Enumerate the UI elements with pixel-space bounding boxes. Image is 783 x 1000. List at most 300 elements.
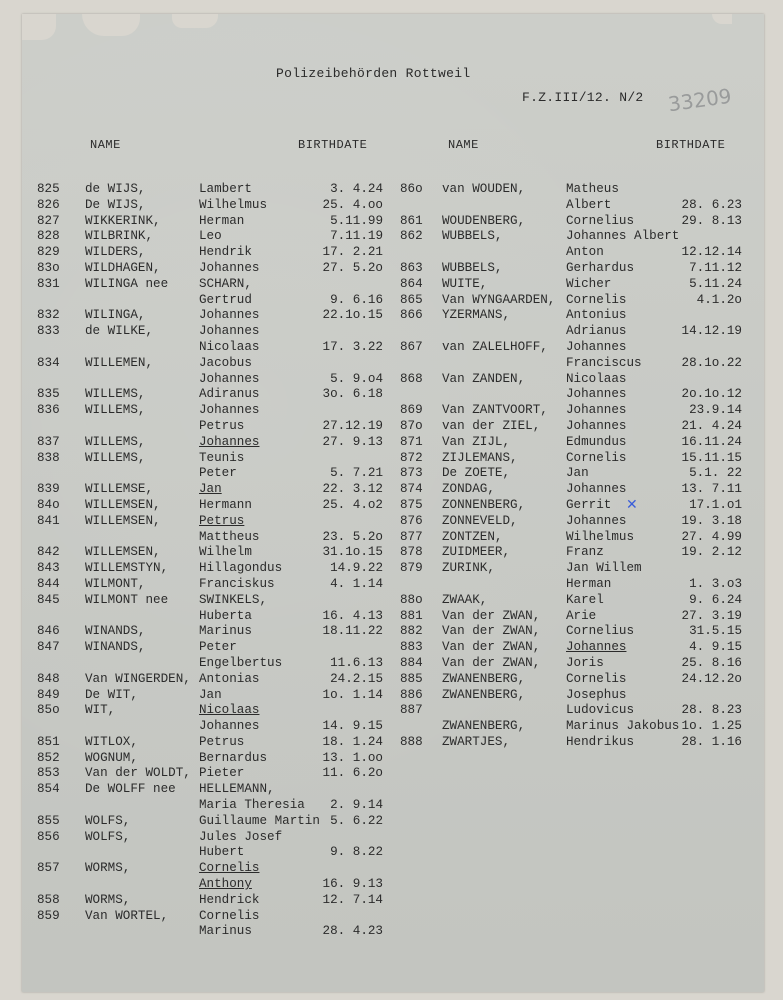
birthdate: 21. 4.24 (681, 418, 742, 433)
birthdate: 31.5.15 (689, 624, 742, 639)
surname: Van WYNGAARDEN, (442, 292, 556, 307)
register-entry (400, 435, 750, 451)
register-entry (400, 182, 750, 198)
register-entry (400, 198, 750, 214)
birthdate: 17. 3.22 (322, 339, 383, 354)
register-entry (37, 245, 397, 261)
surname: Van WINGERDEN, (85, 671, 191, 686)
entry-number: 829 (37, 245, 60, 260)
register-entry (37, 466, 397, 482)
entry-number: 852 (37, 750, 60, 765)
birthdate: 27. 9.13 (322, 434, 383, 449)
given-names: Marinus (199, 924, 252, 939)
birthdate: 3o. 6.18 (322, 387, 383, 402)
entry-number: 838 (37, 450, 60, 465)
entry-number: 839 (37, 482, 60, 497)
register-entry (400, 735, 750, 751)
torn-edge (82, 14, 140, 36)
surname: WILLEMS, (85, 387, 146, 402)
surname: Van ZANTVOORT, (442, 403, 548, 418)
entry-number: 863 (400, 260, 423, 275)
register-entry (37, 893, 397, 909)
entry-number: 873 (400, 466, 423, 481)
given-names: Johannes (566, 640, 627, 655)
birthdate: 16.11.24 (681, 434, 742, 449)
register-entry (37, 830, 397, 846)
birthdate: 22.1o.15 (322, 308, 383, 323)
surname: ZIJLEMANS, (442, 450, 518, 465)
given-names: Wilhelmus (199, 197, 268, 212)
birthdate: 2o.1o.12 (681, 387, 742, 402)
register-entry (400, 640, 750, 656)
surname: De WIT, (85, 687, 138, 702)
birthdate: 5. 6.22 (330, 813, 383, 828)
given-names: SWINKELS, (199, 592, 268, 607)
entry-number: 87o (400, 418, 423, 433)
birthdate: 27.12.19 (322, 418, 383, 433)
entry-number: 847 (37, 640, 60, 655)
given-names: Gertrud (199, 292, 252, 307)
given-names: Johannes (566, 387, 627, 402)
entry-number: 834 (37, 355, 60, 370)
register-entry (37, 609, 397, 625)
surname: de WIJS, (85, 182, 146, 196)
given-names: Engelbertus (199, 655, 283, 670)
entry-number: 826 (37, 197, 60, 212)
register-entry (37, 766, 397, 782)
given-names: Antonius (566, 308, 627, 323)
register-entry (37, 782, 397, 798)
birthdate: 14.9.22 (330, 561, 383, 576)
register-entry (37, 356, 397, 372)
surname: WILMONT, (85, 576, 146, 591)
entry-number: 887 (400, 703, 423, 718)
given-names: Franciscus (566, 355, 642, 370)
register-entry (37, 277, 397, 293)
birthdate: 17.1.o1 (689, 497, 742, 512)
entry-number: 882 (400, 624, 423, 639)
entry-number: 858 (37, 892, 60, 907)
entry-number: 848 (37, 671, 60, 686)
entry-number: 878 (400, 545, 423, 560)
surname: WILLEMS, (85, 450, 146, 465)
entry-number: 86o (400, 182, 423, 196)
birthdate: 4. 1.14 (330, 576, 383, 591)
surname: Van der WOLDT, (85, 766, 191, 781)
given-names: Marinus Jakobus (566, 719, 680, 734)
surname: De ZOETE, (442, 466, 511, 481)
surname: De WIJS, (85, 197, 146, 212)
given-names: Cornelis (566, 671, 627, 686)
register-entry (400, 466, 750, 482)
surname: WILLEMSEN, (85, 545, 161, 560)
given-names: Karel (566, 592, 604, 607)
given-names: Franz (566, 545, 604, 560)
given-names: Mattheus (199, 529, 260, 544)
entry-number: 888 (400, 734, 423, 749)
birthdate: 19. 2.12 (681, 545, 742, 560)
register-entry (400, 561, 750, 577)
register-entry (37, 751, 397, 767)
surname: van WOUDEN, (442, 182, 526, 196)
surname: WILLEMSE, (85, 482, 154, 497)
register-entry (400, 656, 750, 672)
surname: YZERMANS, (442, 308, 511, 323)
given-names: Jacobus (199, 355, 252, 370)
register-entry (37, 482, 397, 498)
birthdate: 1. 3.o3 (689, 576, 742, 591)
register-entry (400, 214, 750, 230)
given-names: Johannes (199, 308, 260, 323)
birthdate: 1o. 1.14 (322, 687, 383, 702)
surname: ZONNENBERG, (442, 497, 526, 512)
register-entry (400, 340, 750, 356)
check-mark-icon: ✕ (626, 496, 638, 513)
given-names: Cornelis (199, 861, 260, 876)
surname: Van der ZWAN, (442, 608, 541, 623)
register-entry (37, 198, 397, 214)
register-list-right (400, 182, 750, 751)
entry-number: 866 (400, 308, 423, 323)
document-reference: F.Z.III/12. N/2 (522, 90, 644, 105)
entry-number: 857 (37, 861, 60, 876)
birthdate: 11.6.13 (330, 655, 383, 670)
register-entry (37, 403, 397, 419)
given-names: Anton (566, 245, 604, 260)
given-names: Anthony (199, 877, 252, 892)
register-entry (37, 672, 397, 688)
register-entry (37, 688, 397, 704)
register-entry (37, 561, 397, 577)
birthdate: 23.9.14 (689, 403, 742, 418)
surname: De WOLFF nee (85, 782, 176, 797)
surname: ZONDAG, (442, 482, 495, 497)
given-names: Nicolaas (566, 371, 627, 386)
birthdate: 2. 9.14 (330, 798, 383, 813)
register-entry (37, 324, 397, 340)
birthdate-column-header: BIRTHDATE (298, 138, 368, 152)
given-names: Nicolaas (199, 703, 260, 718)
entry-number: 884 (400, 655, 423, 670)
given-names: Cornelis (566, 450, 627, 465)
given-names: Teunis (199, 450, 245, 465)
surname: WUBBELS, (442, 260, 503, 275)
surname: Van der ZWAN, (442, 655, 541, 670)
register-entry (37, 372, 397, 388)
birthdate: 25. 4.o2 (322, 497, 383, 512)
entry-number: 843 (37, 561, 60, 576)
surname: WILINGA, (85, 308, 146, 323)
birthdate: 5. 9.o4 (330, 371, 383, 386)
register-entry (400, 530, 750, 546)
entry-number: 88o (400, 592, 423, 607)
register-entry (37, 419, 397, 435)
birthdate: 5.1. 22 (689, 466, 742, 481)
surname: Van der ZWAN, (442, 640, 541, 655)
register-entry (400, 482, 750, 498)
given-names: Lambert (199, 182, 252, 196)
given-names: Jules Josef (199, 829, 283, 844)
given-names: Huberta (199, 608, 252, 623)
surname: WOUDENBERG, (442, 213, 526, 228)
birthdate: 28.1o.22 (681, 355, 742, 370)
entry-number: 862 (400, 229, 423, 244)
entry-number: 832 (37, 308, 60, 323)
surname: ZWANENBERG, (442, 687, 526, 702)
register-entry (400, 261, 750, 277)
name-column-header-right: NAME (448, 138, 479, 152)
birthdate: 24.12.2o (681, 671, 742, 686)
entry-number: 883 (400, 640, 423, 655)
register-entry (37, 435, 397, 451)
register-entry (37, 293, 397, 309)
birthdate: 25. 4.oo (322, 197, 383, 212)
given-names: Jan (199, 482, 222, 497)
birthdate: 28. 6.23 (681, 197, 742, 212)
entry-number: 83o (37, 260, 60, 275)
register-entry (37, 229, 397, 245)
register-list-left (37, 182, 397, 940)
birthdate: 31.1o.15 (322, 545, 383, 560)
register-entry (400, 324, 750, 340)
birthdate: 19. 3.18 (681, 513, 742, 528)
entry-number: 833 (37, 324, 60, 339)
given-names: Arie (566, 608, 597, 623)
birthdate: 7.11.12 (689, 260, 742, 275)
birthdate: 25. 8.16 (681, 655, 742, 670)
entry-number: 85o (37, 703, 60, 718)
given-names: Adrianus (566, 324, 627, 339)
register-entry (37, 308, 397, 324)
surname: ZWANENBERG, (442, 671, 526, 686)
given-names: SCHARN, (199, 276, 252, 291)
entry-number: 875 (400, 497, 423, 512)
entry-number: 825 (37, 182, 60, 196)
entry-number: 855 (37, 813, 60, 828)
given-names: Herman (199, 213, 245, 228)
surname: Van ZIJL, (442, 434, 511, 449)
register-entry (37, 514, 397, 530)
register-entry (400, 372, 750, 388)
surname: WILLEMS, (85, 403, 146, 418)
register-entry (37, 798, 397, 814)
surname: WILBRINK, (85, 229, 154, 244)
birthdate-column-header-right: BIRTHDATE (656, 138, 726, 152)
surname: WOLFS, (85, 813, 131, 828)
surname: WITLOX, (85, 734, 138, 749)
register-entry (37, 387, 397, 403)
given-names: Marinus (199, 624, 252, 639)
register-entry (400, 624, 750, 640)
surname: ZONNEVELD, (442, 513, 518, 528)
given-names: Bernardus (199, 750, 268, 765)
given-names: Johannes (199, 719, 260, 734)
entry-number: 851 (37, 734, 60, 749)
birthdate: 29. 8.13 (681, 213, 742, 228)
surname: de WILKE, (85, 324, 154, 339)
entry-number: 865 (400, 292, 423, 307)
register-entry (37, 498, 397, 514)
given-names: Wilhelm (199, 545, 252, 560)
register-entry (37, 861, 397, 877)
birthdate: 5. 7.21 (330, 466, 383, 481)
birthdate: 27. 3.19 (681, 608, 742, 623)
entry-number: 827 (37, 213, 60, 228)
surname: ZWARTJES, (442, 734, 511, 749)
register-entry (37, 624, 397, 640)
entry-number: 837 (37, 434, 60, 449)
surname: ZWANENBERG, (442, 719, 526, 734)
register-entry (37, 340, 397, 356)
surname: WILINGA nee (85, 276, 169, 291)
birthdate: 5.11.24 (689, 276, 742, 291)
pencil-note: 33209 (666, 83, 733, 117)
entry-number: 868 (400, 371, 423, 386)
birthdate: 16. 4.13 (322, 608, 383, 623)
register-entry (400, 451, 750, 467)
given-names: Antonias (199, 671, 260, 686)
register-entry (400, 577, 750, 593)
register-entry (37, 814, 397, 830)
entry-number: 842 (37, 545, 60, 560)
given-names: Gerrit (566, 497, 612, 512)
birthdate: 17. 2.21 (322, 245, 383, 260)
entry-number: 877 (400, 529, 423, 544)
register-entry (400, 719, 750, 735)
entry-number: 841 (37, 513, 60, 528)
given-names: Johannes (566, 513, 627, 528)
register-entry (37, 656, 397, 672)
surname: WILLEMSEN, (85, 497, 161, 512)
given-names: Guillaume Martin (199, 813, 320, 828)
given-names: Pieter (199, 766, 245, 781)
entry-number: 853 (37, 766, 60, 781)
register-entry (37, 577, 397, 593)
birthdate: 9. 6.24 (689, 592, 742, 607)
register-entry (37, 703, 397, 719)
register-entry (400, 593, 750, 609)
surname: WUBBELS, (442, 229, 503, 244)
surname: ZUIDMEER, (442, 545, 511, 560)
given-names: Wicher (566, 276, 612, 291)
document-authority: Polizeibehörden Rottweil (276, 66, 471, 81)
given-names: Cornelis (566, 292, 627, 307)
given-names: Johannes (566, 418, 627, 433)
given-names: Hendrik (199, 245, 252, 260)
entry-number: 871 (400, 434, 423, 449)
torn-edge (172, 14, 218, 28)
given-names: Jan Willem (566, 561, 642, 576)
birthdate: 18. 1.24 (322, 734, 383, 749)
surname: ZURINK, (442, 561, 495, 576)
surname: WORMS, (85, 861, 131, 876)
register-entry (400, 609, 750, 625)
given-names: Petrus (199, 513, 245, 528)
surname: van ZALELHOFF, (442, 339, 548, 354)
given-names: Maria Theresia (199, 798, 305, 813)
surname: WILDERS, (85, 245, 146, 260)
birthdate: 16. 9.13 (322, 877, 383, 892)
birthdate: 11. 6.2o (322, 766, 383, 781)
given-names: Gerhardus (566, 260, 635, 275)
surname: WORMS, (85, 892, 131, 907)
birthdate: 28. 8.23 (681, 703, 742, 718)
register-entry (400, 245, 750, 261)
register-entry (37, 735, 397, 751)
register-entry (400, 672, 750, 688)
register-entry (37, 214, 397, 230)
given-names: Franciskus (199, 576, 275, 591)
surname: WILMONT nee (85, 592, 169, 607)
entry-number: 869 (400, 403, 423, 418)
given-names: Hendrikus (566, 734, 635, 749)
name-column-header: NAME (90, 138, 121, 152)
given-names: Herman (566, 576, 612, 591)
birthdate: 28. 1.16 (681, 734, 742, 749)
surname: WINANDS, (85, 624, 146, 639)
entry-number: 831 (37, 276, 60, 291)
given-names: Leo (199, 229, 222, 244)
surname: Van der ZWAN, (442, 624, 541, 639)
surname: WUITE, (442, 276, 488, 291)
entry-number: 854 (37, 782, 60, 797)
register-entry (37, 545, 397, 561)
birthdate: 3. 4.24 (330, 182, 383, 196)
birthdate: 4.1.2o (696, 292, 742, 307)
given-names: Cornelius (566, 624, 635, 639)
surname: WILLEMSTYN, (85, 561, 169, 576)
register-entry (400, 703, 750, 719)
birthdate: 14. 9.15 (322, 719, 383, 734)
register-entry (37, 719, 397, 735)
surname: WILDHAGEN, (85, 260, 161, 275)
register-entry (37, 877, 397, 893)
given-names: Ludovicus (566, 703, 635, 718)
entry-number: 849 (37, 687, 60, 702)
register-entry (400, 293, 750, 309)
birthdate: 18.11.22 (322, 624, 383, 639)
birthdate: 4. 9.15 (689, 640, 742, 655)
given-names: Peter (199, 466, 237, 481)
given-names: Hermann (199, 497, 252, 512)
given-names: Petrus (199, 418, 245, 433)
register-entry (400, 308, 750, 324)
entry-number: 84o (37, 497, 60, 512)
entry-number: 836 (37, 403, 60, 418)
register-entry (37, 924, 397, 940)
birthdate: 14.12.19 (681, 324, 742, 339)
register-entry (400, 419, 750, 435)
register-entry (37, 640, 397, 656)
given-names: Johannes (199, 403, 260, 418)
surname: WINANDS, (85, 640, 146, 655)
surname: ZWAAK, (442, 592, 488, 607)
given-names: Johannes (199, 434, 260, 449)
given-names: Petrus (199, 734, 245, 749)
register-entry (400, 229, 750, 245)
register-entry (400, 356, 750, 372)
given-names: Edmundus (566, 434, 627, 449)
register-entry (37, 530, 397, 546)
register-entry (37, 182, 397, 198)
surname: van der ZIEL, (442, 418, 541, 433)
surname: WIT, (85, 703, 116, 718)
birthdate: 9. 8.22 (330, 845, 383, 860)
given-names: Adiranus (199, 387, 260, 402)
register-entry (400, 514, 750, 530)
entry-number: 879 (400, 561, 423, 576)
entry-number: 861 (400, 213, 423, 228)
